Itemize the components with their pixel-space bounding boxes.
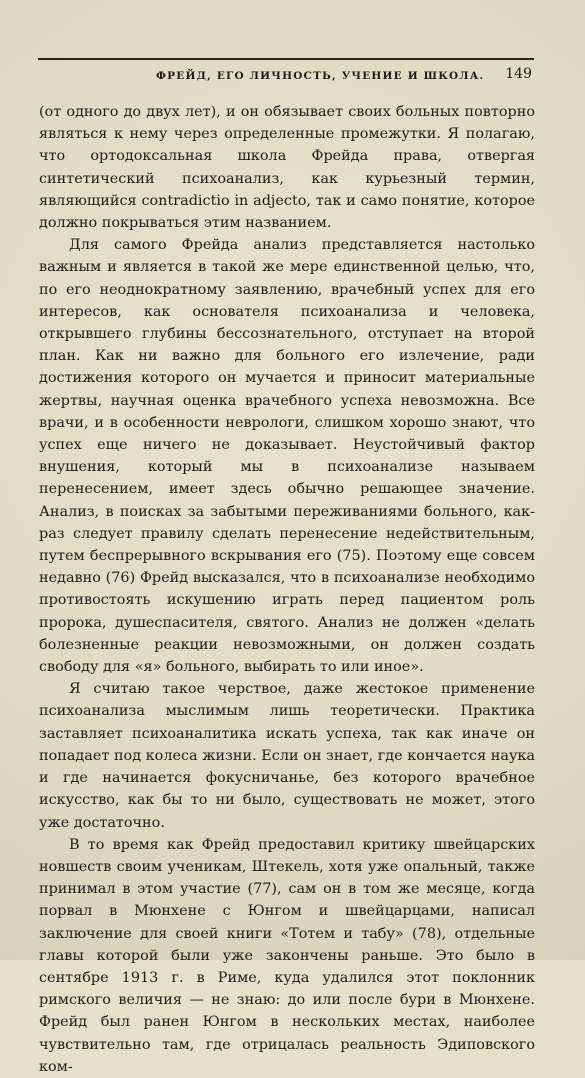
paragraph-4: В то время как Фрейд предоставил критику швейцарских новшеств своим ученикам, Штекель, хотя уже опальный, также принимал в этом участие (77), сам он в том же месяце, когда порвал в Мюнхене с Юнгом и швейцарцами, написал заключение для своей книги «Тотем и табу» (78), отдельные главы которой были уже закончены раньше. Это было в сентябре 1913 г. в Риме, куда удалился этот поклонник римского величия — не знаю: до или после бури в Мюнхене. Фрейд был ранен Юнгом в нескольких местах, наиболее чувствительно там, где отрицалась реальность Эдиповского ком- — [39, 836, 535, 1075]
paragraph-1: (от одного до двух лет), и он обязывает своих больных повторно являться к нему через определенные промежутки. Я полагаю, что ортодоксальная школа Фрейда права, отвергая синтетический психоанализ, как курьезный термин, являющийся contradictio in adjecto, так и само понятие, которое должно покрываться этим названием. — [39, 104, 535, 232]
paragraph-3: Я считаю такое черствое, даже жестокое применение психоанализа мыслимым лишь теоретически. Практика заставляет психоаналитика искать успеха, так как иначе он попадает под колеса жизни. Если он знает, где кончается наука и где начинается фокусничанье, без которого врачебное искусство, как бы то ни было, существовать не может, этого уже достаточно. — [39, 681, 535, 831]
running-head: ФРЕЙД, ЕГО ЛИЧНОСТЬ, УЧЕНИЕ И ШКОЛА. — [156, 70, 485, 82]
page-number: 149 — [505, 66, 532, 82]
page-header — [38, 58, 534, 82]
paragraph-2: Для самого Фрейда анализ представляется настолько важным и является в такой же мере единственной целью, что, по его неоднократному заявлению, врачебный успех для его интересов, как основателя психоанализа и человека, открывшего глубины бессознательного, отступает на второй план. Как ни важно для больного его излечение, ради достижения которого он мучается и приносит материальные жертвы, научная оценка врачебного успеха невозможна. Все врачи, и в особенности неврологи, слишком хорошо знают, что успех еще ничего не доказывает. Неустойчивый фактор внушения, который мы в психоанализе называем перенесением, имеет здесь обычно решающее значение. Анализ, в поисках за забытыми переживаниями больного, как-раз следует правилу сделать перенесение недействительным, путем беспрерывного вскрывания его (75). Поэтому еще совсем недавно (76) Фрейд высказался, что в психоанализе необходимо противостоять искушению играть перед пациентом роль пророка, душеспасителя, святого. Анализ не должен «делать болезненные реакции невозможными, он должен создать свободу для «я» больного, выбирать то или иное». — [39, 237, 535, 676]
body-text — [39, 101, 535, 1078]
